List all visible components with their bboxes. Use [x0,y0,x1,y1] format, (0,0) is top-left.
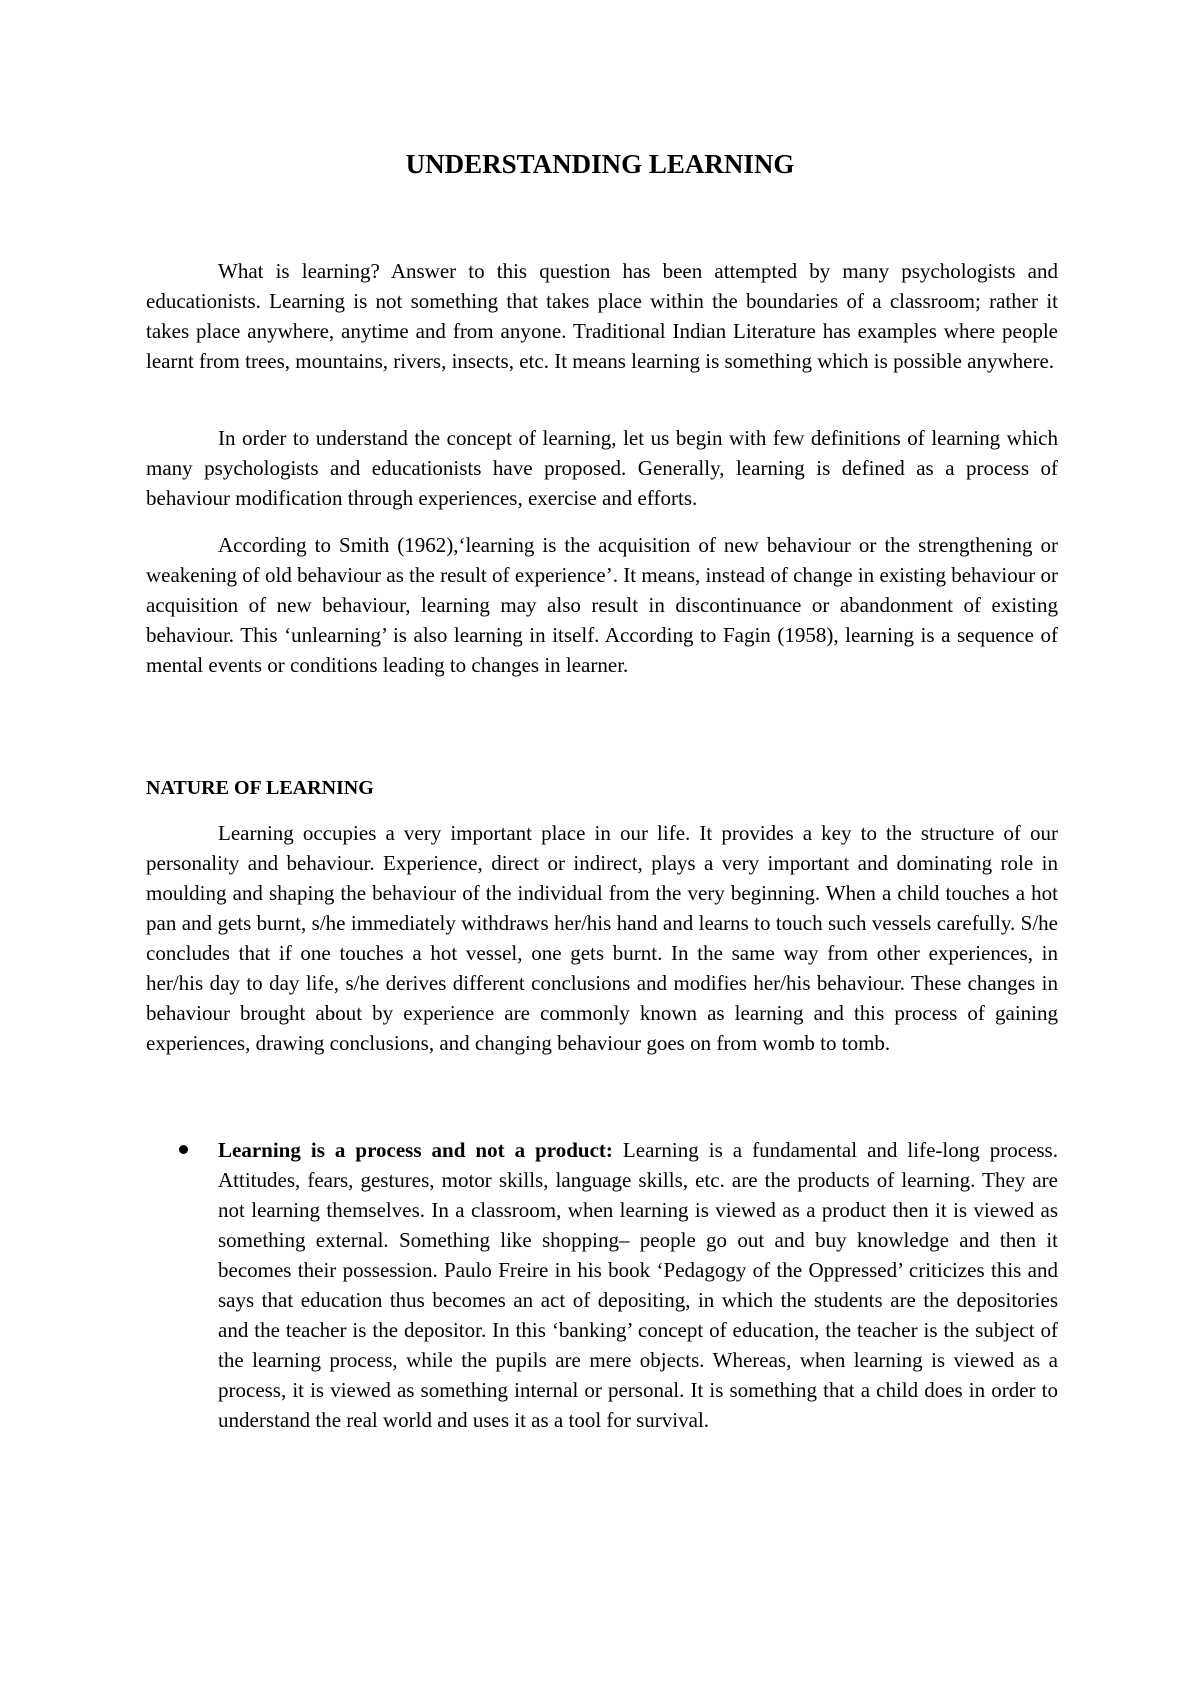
bullet-text: Learning is a fundamental and life-long process. Attitudes, fears, gestures, motor skills, language skills, etc. are the products of learning. They are not learning themselves. In a classroom, when learning is viewed as a product then it is viewed as something external. Something like shopping– people go out and buy knowledge and then it becomes their possession. Paulo Freire in his book ‘Pedagogy of the Oppressed’ criticizes this and says that education thus becomes an act of depositing, in which the students are the depositories and the teacher is the depositor. In this ‘banking’ concept of education, the teacher is the subject of the learning process, while the pupils are mere objects. Whereas, when learning is viewed as a process, it is viewed as something internal or personal. It is something that a child does in order to understand the real world and uses it as a tool for survival. [218,1138,1058,1432]
bullet-list [146,1135,1058,1435]
bullet-lead: Learning is a process and not a product: [218,1138,613,1162]
smith-fagin-paragraph: According to Smith (1962),‘learning is the acquisition of new behaviour or the strengthening or weakening of old behaviour as the result of experience’. It means, instead of change in existing behaviour or acquisition of new behaviour, learning may also result in discontinuance or abandonment of existing behaviour. This ‘unlearning’ is also learning in itself. According to Fagin (1958), learning is a sequence of mental events or conditions leading to changes in learner. [146,533,1058,677]
list-item [146,1135,1058,1435]
nature-paragraph: Learning occupies a very important place in our life. It provides a key to the structure of our personality and behaviour. Experience, direct or indirect, plays a very important and dominating role in moulding and shaping the behaviour of the individual from the very beginning. When a child touches a hot pan and gets burnt, s/he immediately withdraws her/his hand and learns to touch such vessels carefully. S/he concludes that if one touches a hot vessel, one gets burnt. In the same way from other experiences, in her/his day to day life, s/he derives different conclusions and modifies her/his behaviour. These changes in behaviour brought about by experience are commonly known as learning and this process of gaining experiences, drawing conclusions, and changing behaviour goes on from womb to tomb. [146,821,1058,1055]
definition-paragraph: In order to understand the concept of learning, let us begin with few definitions of learning which many psychologists and educationists have proposed. Generally, learning is defined as a process of behaviour modification through experiences, exercise and efforts. [146,426,1058,510]
section-heading: NATURE OF LEARNING [146,777,374,799]
page-title: UNDERSTANDING LEARNING [405,149,795,179]
bullet-icon [179,1145,188,1154]
intro-paragraph: What is learning? Answer to this question has been attempted by many psychologists and educationists. Learning is not something that takes place within the boundaries of a classroom; rather it takes place anywhere, anytime and from anyone. Traditional Indian Literature has examples where people learnt from trees, mountains, rivers, insects, etc. It means learning is something which is possible anywhere. [146,259,1058,373]
